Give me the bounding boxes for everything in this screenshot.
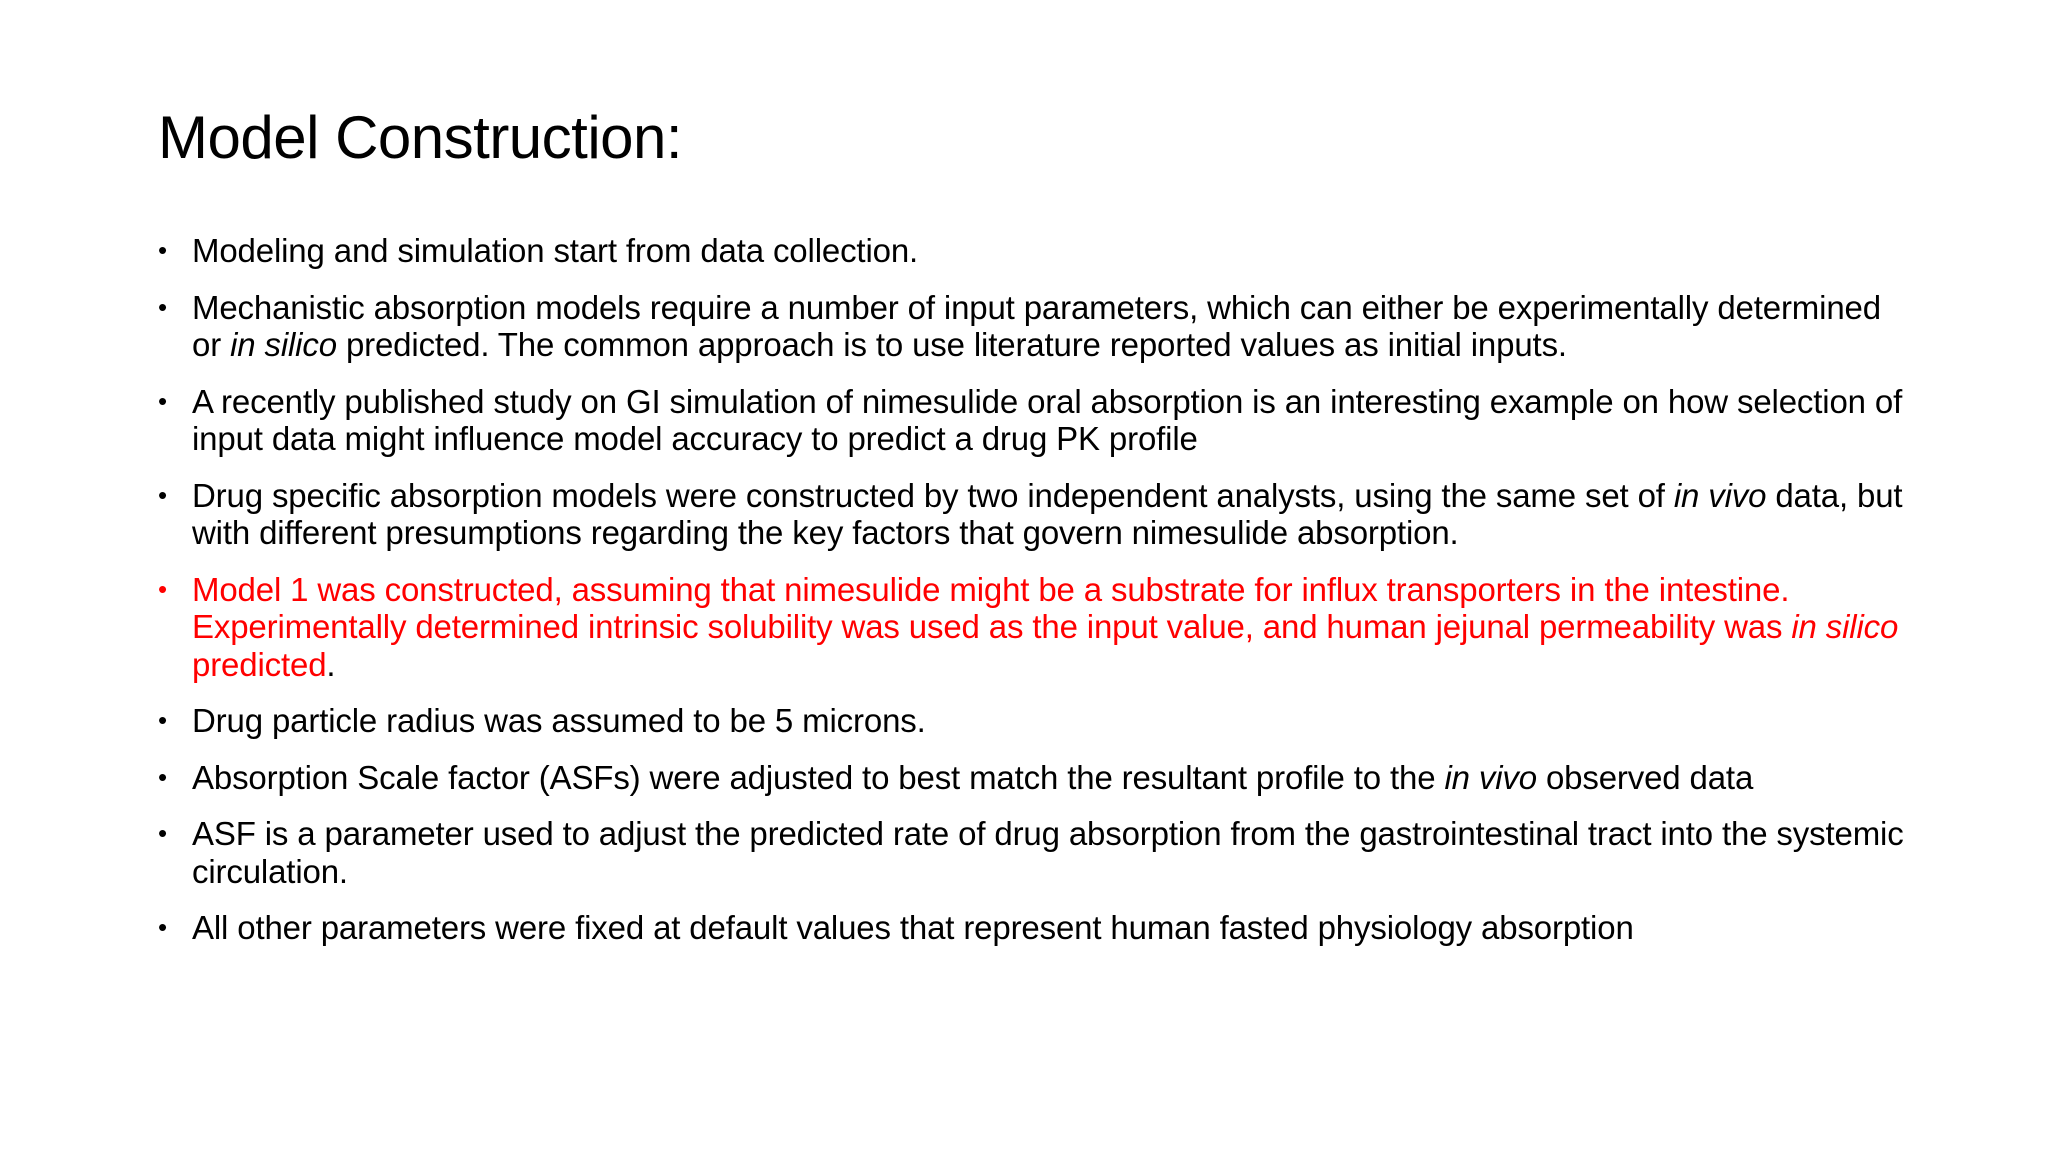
bullet-item — [158, 702, 1918, 740]
bullet-item — [158, 289, 1918, 364]
bullet-item — [158, 383, 1918, 458]
bullet-dot-icon: • — [158, 705, 167, 735]
bullet-dot-icon: • — [158, 291, 167, 322]
bullet-dot-icon: • — [158, 479, 167, 510]
bullet-text: Drug particle radius was assumed to be 5 microns. — [192, 702, 926, 739]
bullet-dot-icon: • — [158, 818, 167, 848]
bullet-dot-icon: • — [158, 385, 167, 416]
bullet-text: predicted — [192, 645, 327, 683]
bullet-text: Mechanistic absorption models require a number of input parameters, which can either be experimentally determined or — [192, 288, 1881, 363]
bullet-item — [158, 759, 1918, 797]
bullet-dot-icon: • — [158, 912, 167, 942]
bullet-text: ASF is a parameter used to adjust the predicted rate of drug absorption from the gastrointestinal tract into the systemic circulation. — [192, 815, 1904, 890]
bullet-period: . — [326, 645, 336, 683]
bullet-text: Absorption Scale factor (ASFs) were adjusted to best match the resultant profile to the — [192, 758, 1445, 796]
bullet-text: predicted. The common approach is to use literature reported values as initial inputs. — [336, 326, 1567, 363]
bullet-text: observed data — [1536, 758, 1754, 796]
bullet-text: Model 1 was constructed, assuming that nimesulide might be a substrate for influx transporters in the intestine. Experimentally determined intrinsic solubility was used as the input value, and human jejunal permeability was — [192, 570, 1792, 645]
bullet-italic-text: in vivo — [1673, 476, 1767, 514]
bullet-dot-icon: • — [158, 573, 167, 604]
bullet-italic-text: in silico — [1791, 608, 1899, 645]
bullet-italic-text: in silico — [230, 326, 337, 363]
bullet-item — [158, 815, 1918, 890]
bullet-item — [158, 232, 1918, 270]
bullet-list — [158, 232, 1918, 966]
bullet-text: Drug specific absorption models were constructed by two independent analysts, using the same set of — [192, 476, 1674, 514]
highlighted-bullet-item — [158, 571, 1918, 684]
bullet-italic-text: in vivo — [1444, 758, 1537, 796]
bullet-item — [158, 477, 1918, 552]
bullet-text: data, but with different presumptions regarding the key factors that govern nimesulide absorption. — [192, 476, 1903, 551]
bullet-text: A recently published study on GI simulation of nimesulide oral absorption is an interesting example on how selection of input data might influence model accuracy to predict a drug PK profile — [192, 382, 1903, 457]
bullet-text: Modeling and simulation start from data collection. — [192, 232, 919, 269]
slide-title: Model Construction: — [158, 104, 683, 171]
bullet-dot-icon: • — [158, 761, 167, 792]
bullet-text: All other parameters were fixed at default values that represent human fasted physiology absorption — [192, 909, 1634, 946]
bullet-item — [158, 909, 1918, 947]
bullet-dot-icon: • — [158, 235, 167, 265]
